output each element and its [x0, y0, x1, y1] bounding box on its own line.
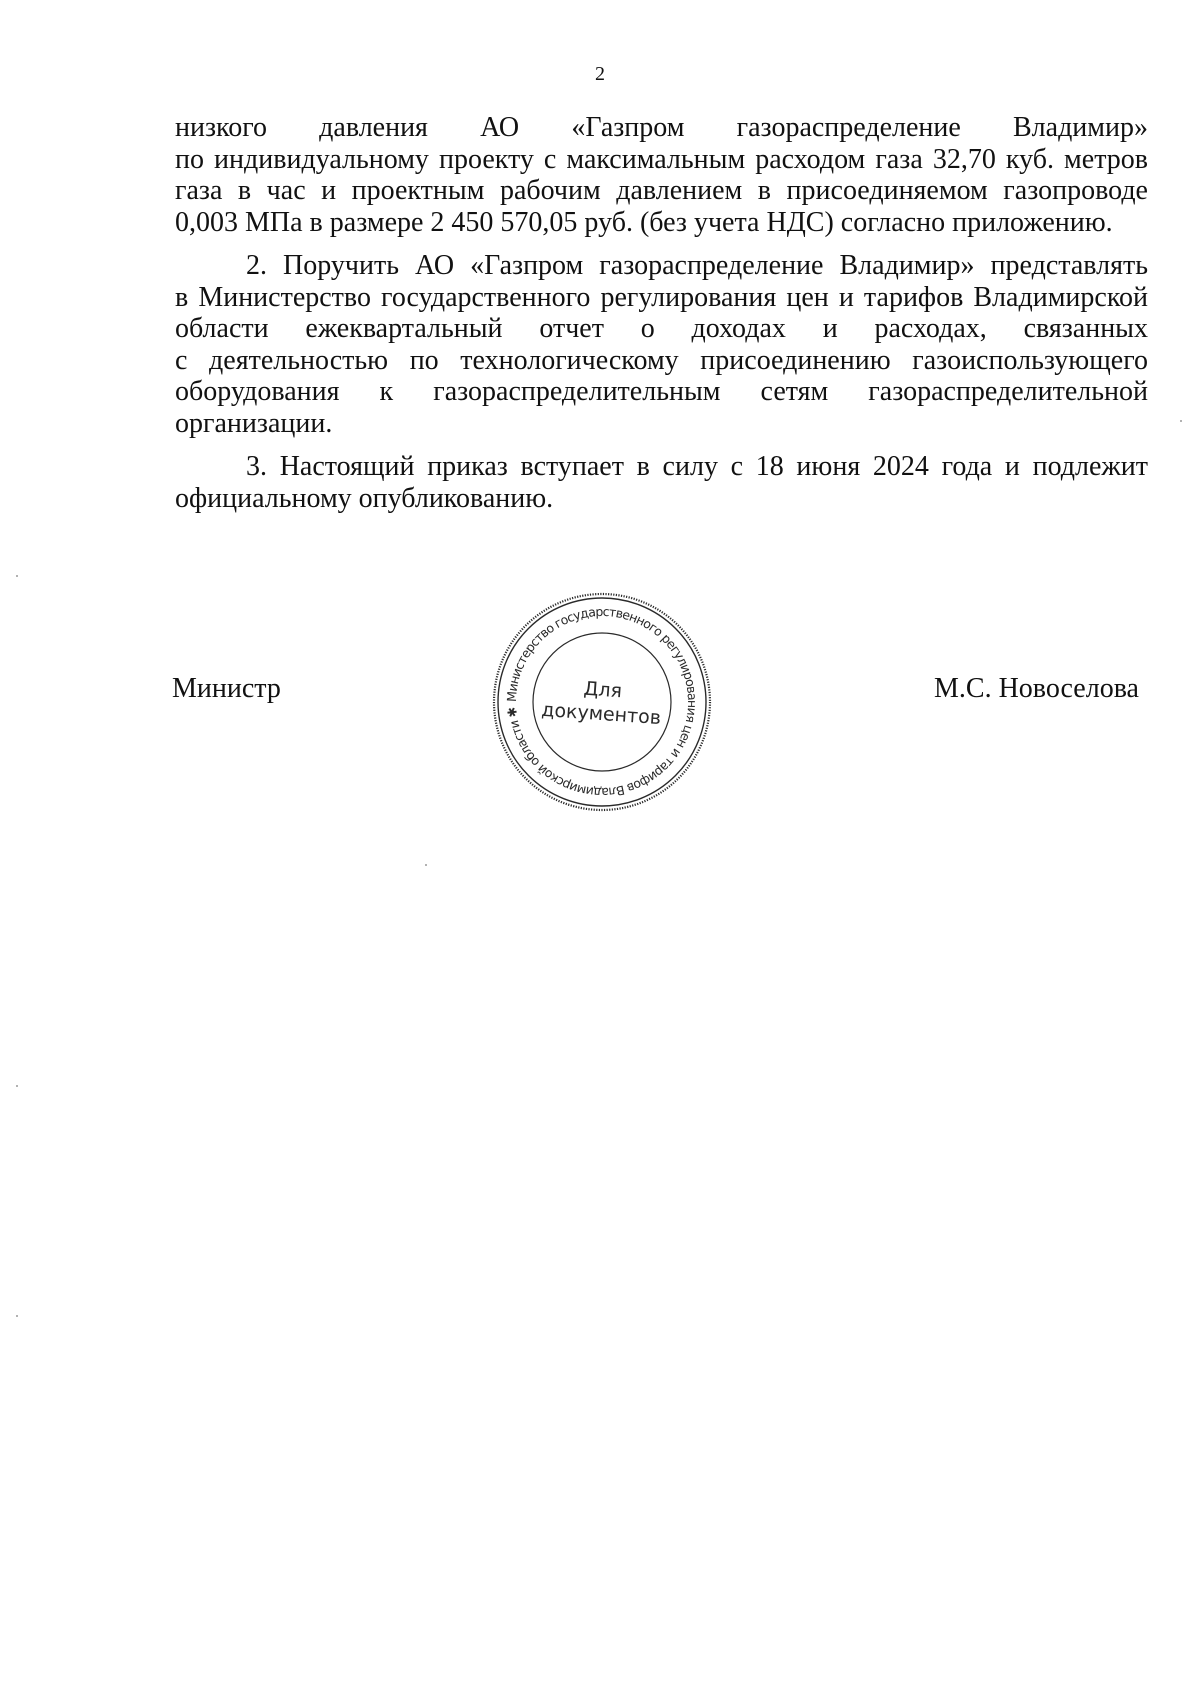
paragraph-line: 0,003 МПа в размере 2 450 570,05 руб. (без учета НДС) согласно приложению. — [175, 206, 1113, 238]
paragraph-line: по индивидуальному проекту с максимальным расходом газа 32,70 куб. метров — [175, 143, 1148, 175]
paragraph-line: официальному опубликованию. — [175, 482, 554, 514]
official-stamp — [490, 590, 714, 814]
paragraph-2 — [175, 250, 1148, 439]
paragraph-line: низкого давления АО «Газпром газораспределение Владимир» — [175, 112, 1148, 143]
scan-speck — [16, 1085, 18, 1087]
scan-speck — [16, 1315, 18, 1317]
paragraph-line: 2. Поручить АО «Газпром газораспределение Владимир» представлять — [246, 250, 1148, 281]
paragraph-line: 3. Настоящий приказ вступает в силу с 18 июня 2024 года и подлежит — [246, 451, 1148, 482]
paragraph-line: газа в час и проектным рабочим давлением в присоединяемом газопроводе — [175, 175, 1148, 206]
paragraph-3 — [175, 451, 1148, 514]
stamp-center-line-2: документов — [540, 698, 662, 730]
stamp-ring-text: Министерство государственного регулирования цен и тарифов Владимирской области ✱ — [503, 603, 701, 801]
page-number: 2 — [595, 63, 605, 85]
stamp-center-line-1: Для — [582, 677, 623, 703]
signatory-name: М.С. Новоселова — [934, 673, 1139, 704]
paragraph-line: области ежеквартальный отчет о доходах и расходах, связанных — [175, 313, 1148, 344]
paragraph-line: организации. — [175, 407, 333, 439]
paragraph-line: оборудования к газораспределительным сетям газораспределительной — [175, 376, 1148, 407]
paragraph-line: в Министерство государственного регулирования цен и тарифов Владимирской — [175, 281, 1148, 313]
signature-block — [0, 590, 1200, 830]
scan-speck — [16, 575, 18, 577]
paragraph-1 — [175, 112, 1148, 238]
scan-speck — [425, 864, 427, 866]
paragraph-line: с деятельностью по технологическому присоединению газоиспользующего — [175, 344, 1148, 376]
scan-speck — [1180, 420, 1182, 422]
signatory-title: Министр — [172, 673, 281, 704]
stamp-seal-icon — [490, 590, 714, 814]
document-body — [175, 112, 1148, 526]
